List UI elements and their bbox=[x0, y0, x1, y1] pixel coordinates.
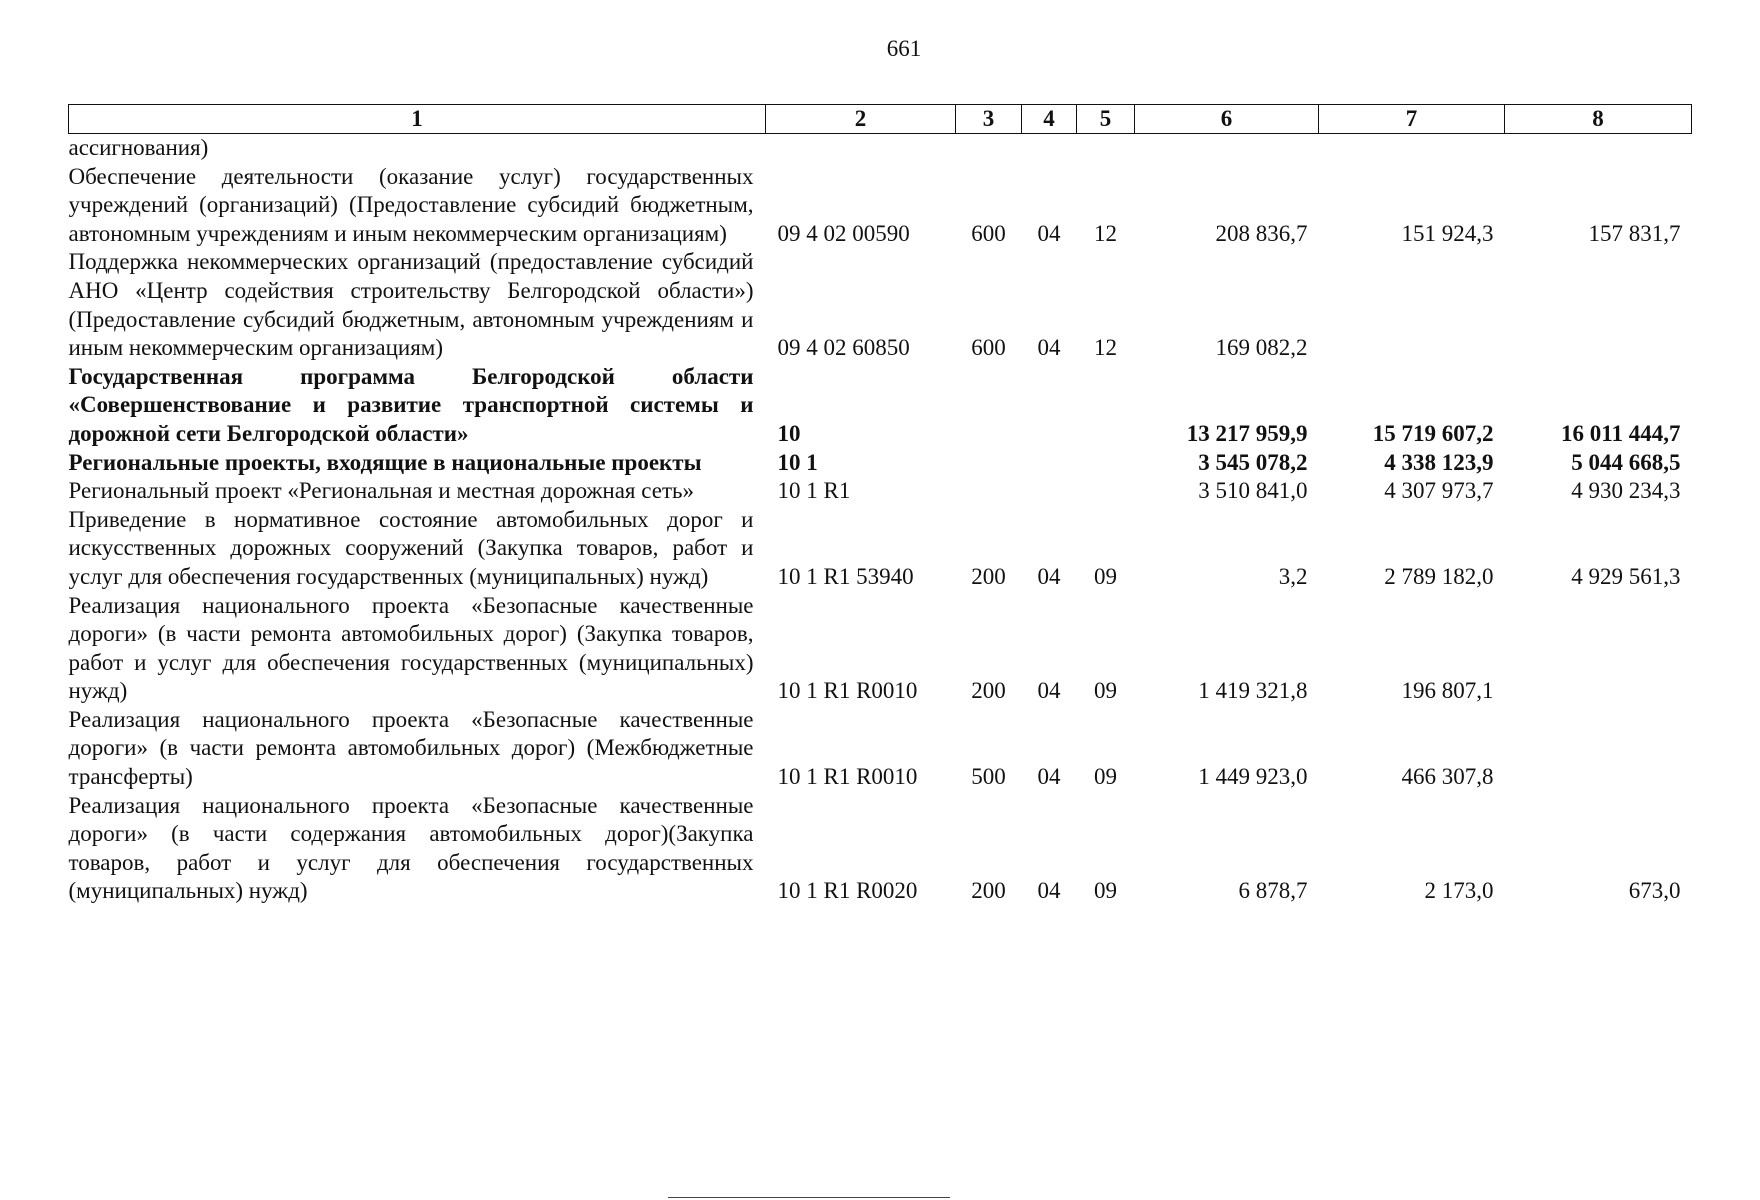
row-target-code: 10 bbox=[777, 420, 801, 446]
row-section bbox=[1022, 363, 1077, 449]
row-amount-col-7 bbox=[1319, 248, 1505, 362]
row-amount-col-6: 169 082,2 bbox=[1215, 335, 1308, 361]
row-subsection bbox=[1077, 134, 1135, 163]
row-name: Реализация национального проекта «Безопасные качественные дороги» (в части ремонта автомобильных дорог) (Межбюджетные трансферты) bbox=[68, 706, 754, 790]
header-col-5: 5 bbox=[1077, 105, 1135, 134]
row-amount-col-7: 2 789 182,0 bbox=[1384, 563, 1494, 589]
row-name: Обеспечение деятельности (оказание услуг) государственных учреждений (организаций) (Предоставление субсидий бюджетным, автономным учреждениям и иным некоммерческим организациям) bbox=[68, 163, 754, 246]
row-section: 04 bbox=[1037, 220, 1061, 246]
header-col-3: 3 bbox=[956, 105, 1022, 134]
row-target-code: 09 4 02 60850 bbox=[777, 335, 910, 361]
row-expense-type bbox=[956, 449, 1022, 478]
row-amount-col-8 bbox=[1505, 248, 1692, 362]
header-col-8: 8 bbox=[1505, 105, 1692, 134]
row-amount-col-7 bbox=[1319, 134, 1505, 163]
table-row bbox=[69, 163, 1692, 249]
row-target-code: 10 1 R1 R0020 bbox=[777, 878, 918, 904]
row-amount-col-6: 3 510 841,0 bbox=[1198, 478, 1308, 504]
table-row bbox=[69, 449, 1692, 478]
row-section bbox=[1022, 134, 1077, 163]
row-subsection: 09 bbox=[1094, 563, 1117, 589]
row-amount-col-7: 4 307 973,7 bbox=[1384, 478, 1494, 504]
table-row bbox=[69, 363, 1692, 449]
row-amount-col-8: 16 011 444,7 bbox=[1561, 420, 1681, 446]
row-name: Реализация национального проекта «Безопасные качественные дороги» (в части содержания автомобильных дорог)(Закупка товаров, работ и услуг для обеспечения государственных (муниципальных) нужд) bbox=[68, 792, 754, 904]
row-amount-col-6: 13 217 959,9 bbox=[1186, 420, 1308, 446]
row-expense-type bbox=[956, 477, 1022, 506]
row-amount-col-7: 196 807,1 bbox=[1401, 678, 1494, 704]
row-name: Региональные проекты, входящие в национальные проекты bbox=[68, 449, 702, 475]
row-subsection: 12 bbox=[1094, 335, 1117, 361]
row-amount-col-8: 4 929 561,3 bbox=[1571, 563, 1681, 589]
row-name: Реализация национального проекта «Безопасные качественные дороги» (в части ремонта автомобильных дорог) (Закупка товаров, работ и услуг для обеспечения государственных (муниципальных) нужд) bbox=[68, 592, 754, 704]
row-expense-type: 600 bbox=[971, 335, 1006, 361]
row-expense-type bbox=[956, 363, 1022, 449]
header-col-1: 1 bbox=[69, 105, 766, 134]
table-row bbox=[69, 248, 1692, 362]
row-target-code: 10 1 R1 R0010 bbox=[777, 678, 918, 704]
row-amount-col-7: 2 173,0 bbox=[1424, 878, 1494, 904]
row-expense-type: 600 bbox=[971, 220, 1006, 246]
table-row bbox=[69, 134, 1692, 163]
header-col-4: 4 bbox=[1022, 105, 1077, 134]
row-subsection bbox=[1077, 449, 1135, 478]
header-col-7: 7 bbox=[1319, 105, 1505, 134]
row-expense-type: 200 bbox=[971, 563, 1006, 589]
page-number: 661 bbox=[886, 36, 922, 61]
row-amount-col-6: 208 836,7 bbox=[1215, 220, 1308, 246]
row-amount-col-8: 157 831,7 bbox=[1588, 220, 1681, 246]
row-section: 04 bbox=[1037, 764, 1061, 790]
budget-table bbox=[68, 104, 1692, 906]
row-target-code: 09 4 02 00590 bbox=[777, 220, 910, 246]
row-subsection: 09 bbox=[1094, 878, 1117, 904]
row-subsection bbox=[1077, 363, 1135, 449]
row-amount-col-7: 4 338 123,9 bbox=[1384, 449, 1494, 475]
row-section bbox=[1022, 449, 1077, 478]
header-row bbox=[69, 105, 1692, 134]
row-amount-col-7: 151 924,3 bbox=[1401, 220, 1494, 246]
table-row bbox=[69, 792, 1692, 906]
row-section: 04 bbox=[1037, 678, 1061, 704]
row-target-code: 10 1 R1 bbox=[777, 478, 851, 504]
table-row bbox=[69, 706, 1692, 792]
row-amount-col-6 bbox=[1135, 134, 1319, 163]
row-expense-type: 200 bbox=[971, 678, 1006, 704]
row-name: Государственная программа Белгородской области «Совершенствование и развитие транспортной системы и дорожной сети Белгородской области» bbox=[68, 363, 754, 446]
row-amount-col-8: 673,0 bbox=[1628, 878, 1681, 904]
row-amount-col-6: 1 419 321,8 bbox=[1198, 678, 1308, 704]
row-amount-col-6: 1 449 923,0 bbox=[1198, 764, 1308, 790]
row-section: 04 bbox=[1037, 878, 1061, 904]
row-section: 04 bbox=[1037, 563, 1061, 589]
table-row bbox=[69, 506, 1692, 592]
row-target-code bbox=[766, 134, 956, 163]
row-section: 04 bbox=[1037, 335, 1061, 361]
row-target-code: 10 1 R1 53940 bbox=[777, 563, 914, 589]
row-section bbox=[1022, 477, 1077, 506]
header-col-2: 2 bbox=[766, 105, 956, 134]
row-expense-type: 200 bbox=[971, 878, 1006, 904]
header-col-6: 6 bbox=[1135, 105, 1319, 134]
row-amount-col-8 bbox=[1505, 134, 1692, 163]
row-amount-col-8: 5 044 668,5 bbox=[1571, 449, 1681, 475]
table-row bbox=[69, 592, 1692, 706]
row-expense-type bbox=[956, 134, 1022, 163]
row-subsection: 09 bbox=[1094, 764, 1117, 790]
row-amount-col-6: 6 878,7 bbox=[1238, 878, 1308, 904]
row-amount-col-8 bbox=[1505, 706, 1692, 792]
row-amount-col-8: 4 930 234,3 bbox=[1571, 478, 1681, 504]
row-target-code: 10 1 bbox=[777, 449, 818, 475]
footer-divider bbox=[668, 1197, 950, 1198]
row-subsection: 09 bbox=[1094, 678, 1117, 704]
row-amount-col-6: 3,2 bbox=[1278, 563, 1308, 589]
row-name: Приведение в нормативное состояние автомобильных дорог и искусственных дорожных сооружений (Закупка товаров, работ и услуг для обеспечения государственных (муниципальных) нужд) bbox=[68, 506, 754, 589]
row-amount-col-7: 15 719 607,2 bbox=[1372, 420, 1494, 446]
table-row bbox=[69, 477, 1692, 506]
row-name: ассигнования) bbox=[68, 135, 209, 160]
row-amount-col-6: 3 545 078,2 bbox=[1198, 449, 1308, 475]
row-expense-type: 500 bbox=[971, 764, 1006, 790]
row-name: Поддержка некоммерческих организаций (предоставление субсидий АНО «Центр содействия строительству Белгородской области») (Предоставление субсидий бюджетным, автономным учреждениям и иным некоммерческим организациям) bbox=[68, 249, 754, 361]
row-name: Региональный проект «Региональная и местная дорожная сеть» bbox=[68, 478, 694, 504]
row-amount-col-8 bbox=[1505, 592, 1692, 706]
row-amount-col-7: 466 307,8 bbox=[1401, 764, 1494, 790]
row-subsection bbox=[1077, 477, 1135, 506]
row-subsection: 12 bbox=[1094, 220, 1117, 246]
row-target-code: 10 1 R1 R0010 bbox=[777, 764, 918, 790]
